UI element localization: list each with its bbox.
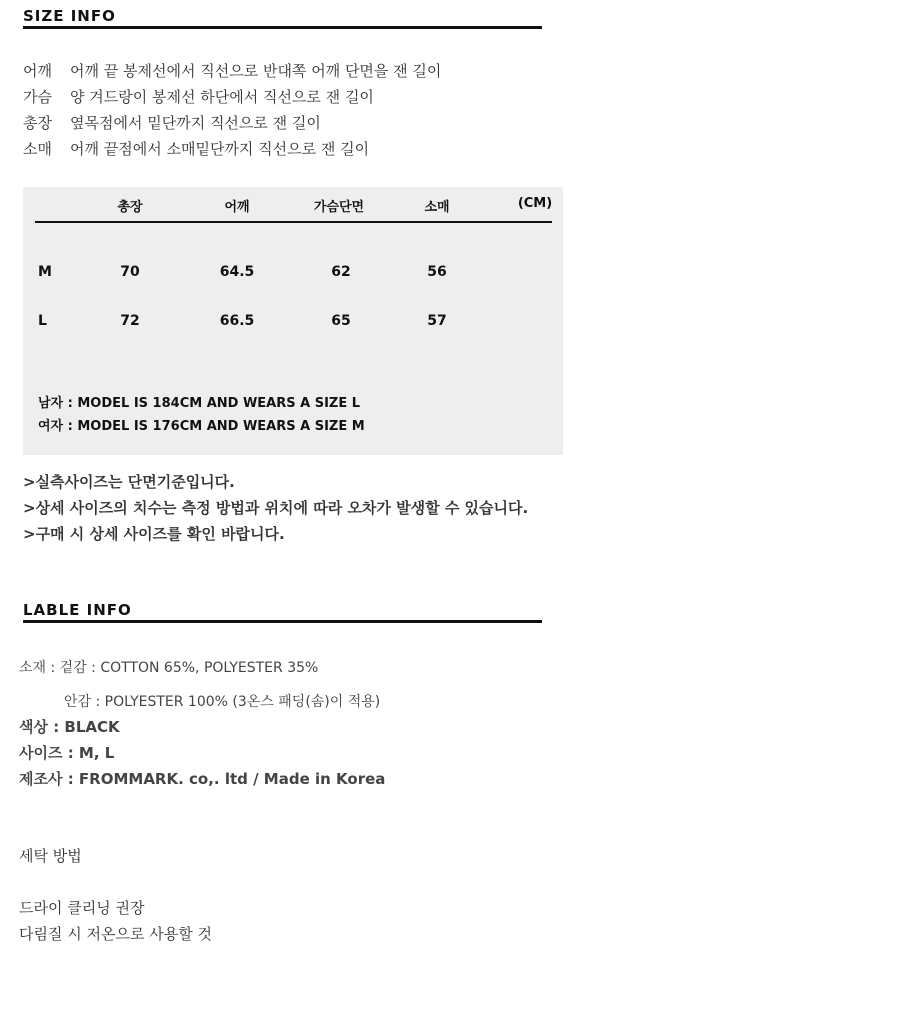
definition-row [23,110,441,136]
definition-row [23,58,441,84]
definition-desc: 어깨 끝 봉제선에서 직선으로 반대쪽 어깨 단면을 잰 길이 [70,62,442,80]
model-note-female: 여자 : MODEL IS 176CM AND WEARS A SIZE M [38,419,365,434]
size-table [23,187,563,455]
note-item: >실측사이즈는 단면기준입니다. [23,473,235,491]
definition-term: 총장 [23,114,52,132]
size-options: 사이즈 : M, L [19,744,115,762]
row-size-label: M [38,264,52,280]
cell-shoulder: 66.5 [219,313,255,329]
definition-row [23,84,441,110]
size-notes [23,469,528,547]
washing-title: 세탁 방법 [19,847,82,865]
header-unit: (CM) [517,196,553,211]
size-info-divider [23,26,542,29]
cell-sleeve: 56 [427,264,447,280]
measurement-definitions [23,58,441,162]
washing-line: 다림질 시 저온으로 사용할 것 [19,925,212,943]
header-length: 총장 [117,200,143,215]
definition-desc: 어깨 끝점에서 소매밑단까지 직선으로 잰 길이 [70,140,370,158]
manufacturer-info: 제조사 : FROMMARK. co,. ltd / Made in Korea [19,770,386,788]
cell-length: 70 [120,264,140,280]
lable-info-divider [23,620,542,623]
color-info: 색상 : BLACK [19,718,120,736]
note-item: >상세 사이즈의 치수는 측정 방법과 위치에 따라 오차가 발생할 수 있습니다. [23,499,529,517]
header-chest: 가슴단면 [313,200,365,215]
washing-line: 드라이 클리닝 권장 [19,899,145,917]
model-note-male: 남자 : MODEL IS 184CM AND WEARS A SIZE L [38,396,361,411]
definition-row [23,136,441,162]
cell-chest: 65 [331,313,351,329]
definition-term: 소매 [23,140,52,158]
header-shoulder: 어깨 [224,200,250,215]
material-inner: 안감 : POLYESTER 100% (3온스 패딩(솜)이 적용) [64,694,381,710]
row-size-label: L [38,313,47,329]
cell-sleeve: 57 [427,313,447,329]
definition-desc: 옆목점에서 밑단까지 직선으로 잰 길이 [70,114,321,132]
cell-chest: 62 [331,264,351,280]
definition-term: 어깨 [23,62,52,80]
definition-desc: 양 겨드랑이 봉제선 하단에서 직선으로 잰 길이 [70,88,374,106]
note-item: >구매 시 상세 사이즈를 확인 바랍니다. [23,525,285,543]
cell-length: 72 [120,313,140,329]
size-info-title: SIZE INFO [23,7,116,25]
material-outer: 소재 : 겉감 : COTTON 65%, POLYESTER 35% [19,660,319,676]
header-sleeve: 소매 [424,200,450,215]
cell-shoulder: 64.5 [219,264,255,280]
table-header-divider [35,221,552,223]
lable-info-title: LABLE INFO [23,601,132,619]
definition-term: 가슴 [23,88,52,106]
